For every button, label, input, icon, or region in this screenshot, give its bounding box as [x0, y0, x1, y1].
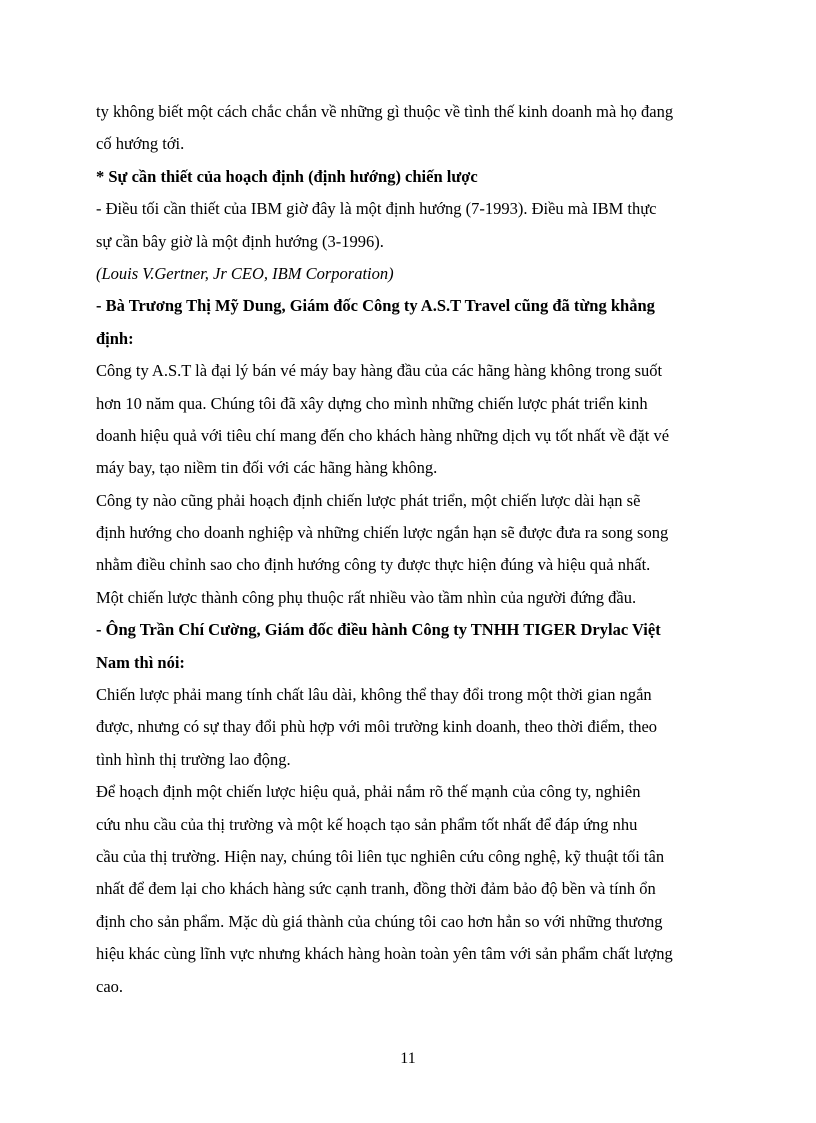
- quote-text-line: sự cần bây giờ là một định hướng (3-1996).: [96, 231, 384, 251]
- body-text-line: máy bay, tạo niềm tin đối với các hãng hàng không.: [96, 458, 438, 478]
- body-text-line: được, nhưng có sự thay đổi phù hợp với môi trường kinh doanh, theo thời điểm, theo: [96, 717, 658, 737]
- body-text-line: Chiến lược phải mang tính chất lâu dài, không thể thay đổi trong một thời gian ngắn: [96, 685, 652, 705]
- body-text-line: nhất để đem lại cho khách hàng sức cạnh tranh, đồng thời đảm bảo độ bền và tính ổn: [96, 879, 656, 899]
- quote-text-line: - Điều tối cần thiết của IBM giờ đây là một định hướng (7-1993). Điều mà IBM thực: [96, 199, 657, 219]
- body-text-line: cứu nhu cầu của thị trường và một kế hoạch tạo sản phẩm tốt nhất để đáp ứng nhu: [96, 814, 638, 834]
- body-text-line: Để hoạch định một chiến lược hiệu quả, phải nắm rõ thế mạnh của công ty, nghiên: [96, 782, 641, 802]
- body-text-line: tình hình thị trường lao động.: [96, 749, 291, 769]
- speaker-heading: - Bà Trương Thị Mỹ Dung, Giám đốc Công ty A.S.T Travel cũng đã từng khẳng: [96, 296, 655, 316]
- body-text-line: định hướng cho doanh nghiệp và những chiến lược ngắn hạn sẽ được đưa ra song song: [96, 523, 669, 543]
- body-text-line: định cho sản phẩm. Mặc dù giá thành của chúng tôi cao hơn hẳn so với những thương: [96, 911, 663, 931]
- quote-attribution: (Louis V.Gertner, Jr CEO, IBM Corporation): [96, 263, 394, 283]
- body-text-line: cầu của thị trường. Hiện nay, chúng tôi liên tục nghiên cứu công nghệ, kỹ thuật tối tân: [96, 846, 665, 866]
- speaker-heading: - Ông Trần Chí Cường, Giám đốc điều hành Công ty TNHH TIGER Drylac Việt: [96, 620, 661, 640]
- page-number: 11: [400, 1050, 416, 1067]
- body-text-line: hơn 10 năm qua. Chúng tôi đã xây dựng cho mình những chiến lược phát triển kinh: [96, 393, 648, 413]
- body-text-line: cao.: [96, 976, 124, 996]
- body-text-line: cố hướng tới.: [96, 134, 185, 154]
- body-text-line: nhằm điều chỉnh sao cho định hướng công ty được thực hiện đúng và hiệu quả nhất.: [96, 555, 651, 575]
- body-text-line: Công ty A.S.T là đại lý bán vé máy bay hàng đầu của các hãng hàng không trong suốt: [96, 361, 663, 381]
- body-text-line: hiệu khác cùng lĩnh vực nhưng khách hàng hoàn toàn yên tâm với sản phẩm chất lượng: [96, 944, 673, 964]
- speaker-heading: Nam thì nói:: [96, 652, 185, 672]
- body-text-line: doanh hiệu quả với tiêu chí mang đến cho khách hàng những dịch vụ tốt nhất về đặt vé: [96, 425, 670, 445]
- speaker-heading: định:: [96, 328, 134, 348]
- body-text-line: Công ty nào cũng phải hoạch định chiến lược phát triển, một chiến lược dài hạn sẽ: [96, 490, 641, 510]
- document-page: [96, 96, 728, 1003]
- body-text-line: Một chiến lược thành công phụ thuộc rất nhiều vào tầm nhìn của người đứng đầu.: [96, 587, 637, 607]
- section-heading: * Sự cần thiết của hoạch định (định hướng) chiến lược: [96, 166, 478, 186]
- body-text-line: ty không biết một cách chắc chắn về những gì thuộc về tình thế kinh doanh mà họ đang: [96, 102, 674, 121]
